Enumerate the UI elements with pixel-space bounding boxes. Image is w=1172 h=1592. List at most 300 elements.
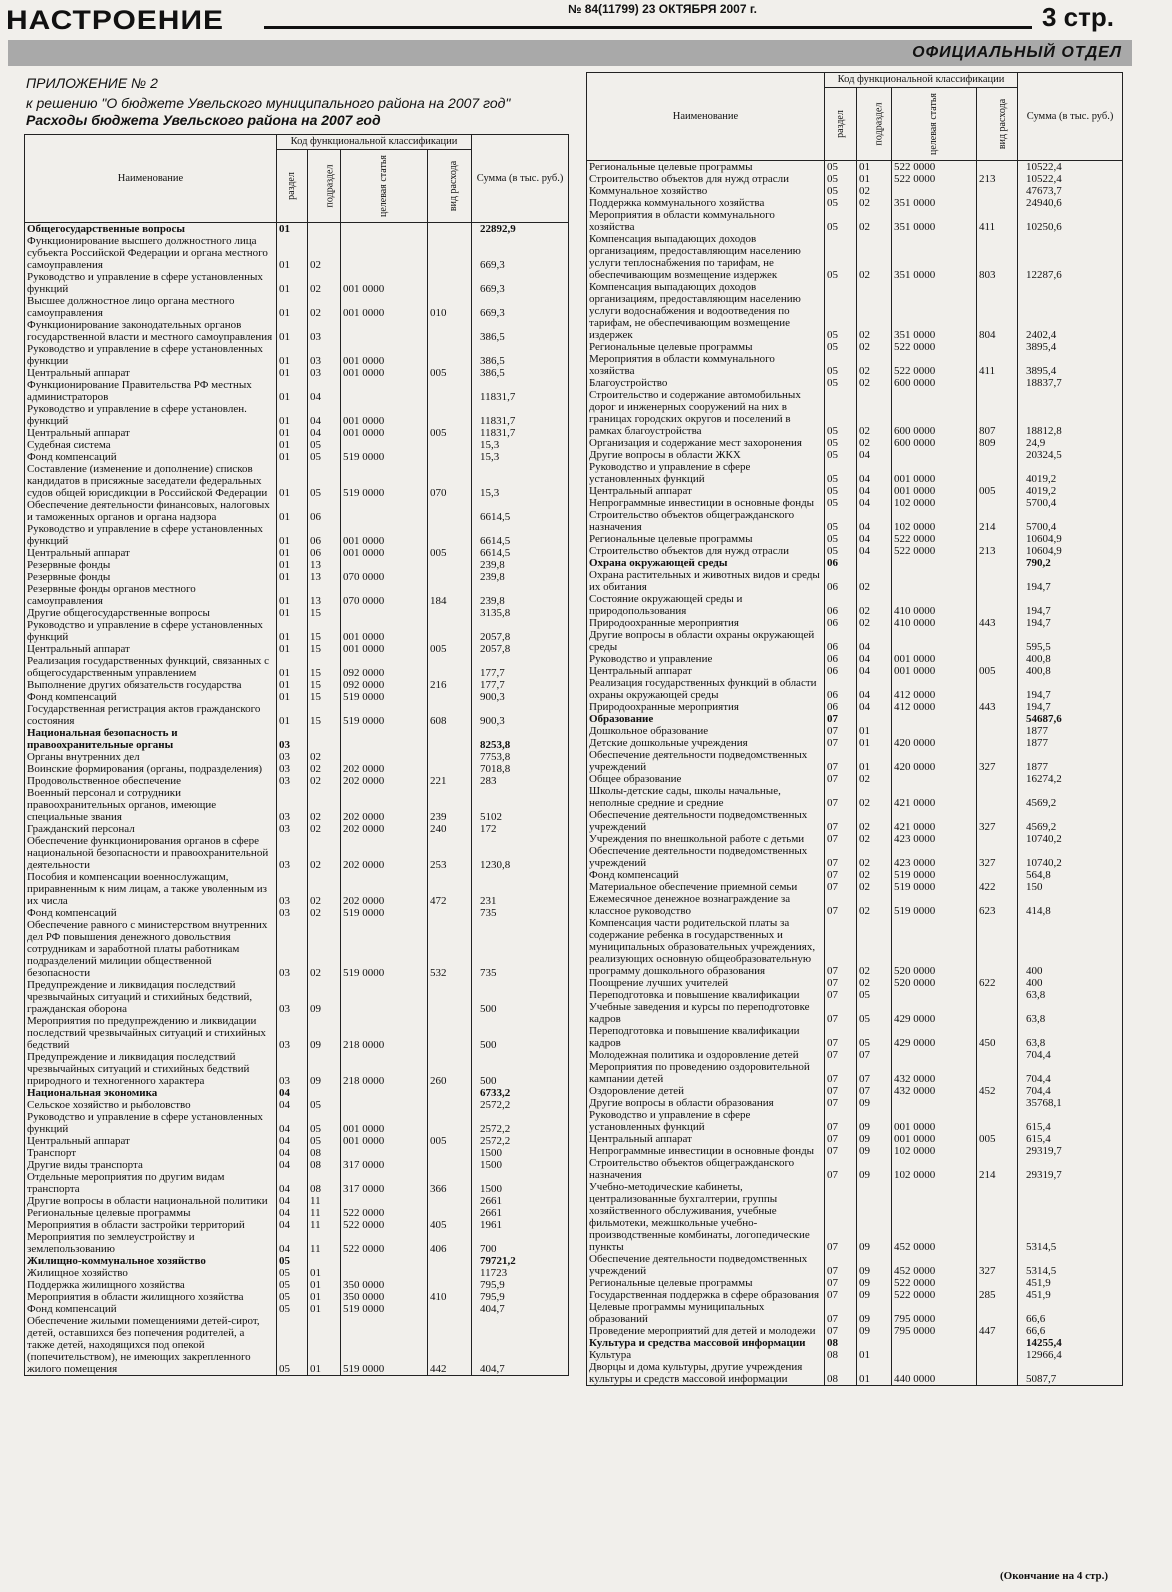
table-row [587,749,1123,773]
row-sum: 231 [472,871,569,907]
table-row [587,893,1123,917]
row-razdel: 06 [825,701,857,713]
row-podrazdel: 02 [857,389,892,437]
table-row [587,533,1123,545]
row-statya [892,569,977,593]
row-podrazdel: 07 [857,1049,892,1061]
row-name: Предупреждение и ликвидация последствий чрезвычайных ситуаций и стихийных бедствий природного и техногенного характера [25,1051,277,1087]
row-sum: 5314,5 [1018,1253,1123,1277]
row-name: Обеспечение функционирования органов в сфере национальной безопасности и правоохранительной деятельности [25,835,277,871]
row-name: Центральный аппарат [25,1135,277,1147]
row-razdel: 07 [825,1325,857,1337]
table-row [25,1135,569,1147]
row-statya: 350 0000 [341,1279,428,1291]
table-row [587,617,1123,629]
row-statya: 522 0000 [892,341,977,353]
row-vid [977,1049,1018,1061]
row-vid: 260 [428,1051,472,1087]
row-sum: 615,4 [1018,1109,1123,1133]
row-podrazdel: 02 [857,893,892,917]
table-row [587,233,1123,281]
row-vid: 443 [977,617,1018,629]
row-podrazdel: 02 [308,823,341,835]
row-sum: 500 [472,1051,569,1087]
row-vid [977,185,1018,197]
row-statya: 522 0000 [892,545,977,557]
table-row [587,1253,1123,1277]
row-podrazdel: 05 [857,1025,892,1049]
row-podrazdel: 02 [857,977,892,989]
row-vid [977,677,1018,701]
table-row [587,161,1123,174]
row-razdel: 03 [277,823,308,835]
table-row [25,643,569,655]
row-vid: 442 [428,1315,472,1376]
budget-table-right [586,72,1123,1386]
row-razdel: 03 [277,787,308,823]
row-podrazdel: 09 [308,1015,341,1051]
row-sum: 704,4 [1018,1085,1123,1097]
row-razdel: 05 [825,377,857,389]
row-name: Обеспечение деятельности подведомственных учреждений [587,809,825,833]
row-podrazdel: 05 [857,1001,892,1025]
row-sum: 10250,6 [1018,209,1123,233]
row-vid: 411 [977,353,1018,377]
row-name: Строительство и содержание автомобильных дорог и инженерных сооружений на них в границах городских округов и поселений в рамках благоустройства [587,389,825,437]
row-sum: 5314,5 [1018,1181,1123,1253]
row-name: Коммунальное хозяйство [587,185,825,197]
row-vid [428,1279,472,1291]
row-vid: 809 [977,437,1018,449]
row-name: Фонд компенсаций [587,869,825,881]
row-vid [977,1301,1018,1325]
table-row [587,281,1123,341]
row-name: Руководство и управление в сфере установлен. функций [25,403,277,427]
row-name: Обеспечение деятельности подведомственных учреждений [587,845,825,869]
row-razdel: 07 [825,749,857,773]
row-statya [341,1099,428,1111]
row-podrazdel: 15 [308,691,341,703]
row-podrazdel: 03 [308,367,341,379]
row-podrazdel: 08 [308,1159,341,1171]
row-razdel: 05 [825,485,857,497]
row-statya [341,1255,428,1267]
row-vid: 410 [428,1291,472,1303]
row-razdel: 01 [277,607,308,619]
row-name: Государственная поддержка в сфере образования [587,1289,825,1301]
table-row [587,353,1123,377]
row-podrazdel: 02 [308,835,341,871]
row-statya: 432 0000 [892,1085,977,1097]
row-statya: 001 0000 [341,343,428,367]
row-razdel: 07 [825,917,857,977]
row-statya [341,607,428,619]
row-vid [428,1255,472,1267]
table-row [587,485,1123,497]
row-sum: 11831,7 [472,427,569,439]
table-row [587,209,1123,233]
row-vid [977,593,1018,617]
table-row [25,235,569,271]
row-vid [428,499,472,523]
table-row [587,701,1123,713]
row-sum: 1230,8 [472,835,569,871]
row-podrazdel: 05 [308,1111,341,1135]
row-name: Региональные целевые программы [587,341,825,353]
row-razdel: 07 [825,1097,857,1109]
row-podrazdel: 02 [308,775,341,787]
row-podrazdel: 04 [857,629,892,653]
row-razdel: 08 [825,1349,857,1361]
row-vid [977,1109,1018,1133]
row-vid: 005 [428,427,472,439]
table-row [587,545,1123,557]
table-row [25,607,569,619]
row-statya: 412 0000 [892,677,977,701]
row-sum: 386,5 [472,343,569,367]
row-statya: 001 0000 [892,461,977,485]
row-statya: 001 0000 [341,403,428,427]
row-name: Мероприятия по предупреждению и ликвидации последствий чрезвычайных ситуаций и стихийных бедствий [25,1015,277,1051]
table-row [587,881,1123,893]
row-podrazdel: 02 [308,907,341,919]
row-sum: 47673,7 [1018,185,1123,197]
row-podrazdel: 15 [308,643,341,655]
row-vid: 807 [977,389,1018,437]
row-vid [428,751,472,763]
row-statya: 102 0000 [892,497,977,509]
row-name: Руководство и управление в сфере установленных функции [25,343,277,367]
table-row [587,677,1123,701]
row-razdel: 07 [825,881,857,893]
row-sum: 5700,4 [1018,497,1123,509]
row-razdel: 03 [277,835,308,871]
table-row [25,1219,569,1231]
row-razdel: 01 [277,547,308,559]
row-statya: 432 0000 [892,1061,977,1085]
row-razdel: 04 [277,1111,308,1135]
row-statya: 421 0000 [892,809,977,833]
row-sum: 239,8 [472,583,569,607]
row-statya: 351 0000 [892,281,977,341]
continuation-note: (Окончание на 4 стр.) [1000,1570,1109,1582]
row-name: Обеспечение деятельности подведомственных учреждений [587,749,825,773]
table-row [25,823,569,835]
row-statya [892,1349,977,1361]
row-statya: 440 0000 [892,1361,977,1386]
row-name: Функционирование законодательных органов государственной власти и местного самоуправления [25,319,277,343]
row-sum: 386,5 [472,319,569,343]
row-sum: 3135,8 [472,607,569,619]
row-razdel: 04 [277,1087,308,1099]
row-sum: 704,4 [1018,1061,1123,1085]
row-razdel: 05 [825,173,857,185]
row-statya: 522 0000 [892,1289,977,1301]
table-row [25,367,569,379]
row-name: Обеспечение жилыми помещениями детей-сирот, детей, оставшихся без попечения родителей, а также детей, находящихся под опекой (попечительством), не имеющих закрепленного жилого помещения [25,1315,277,1376]
row-statya: 429 0000 [892,1001,977,1025]
row-vid: 216 [428,679,472,691]
row-podrazdel: 01 [857,1349,892,1361]
row-statya [892,713,977,725]
row-name: Поощрение лучших учителей [587,977,825,989]
row-name: Общегосударственные вопросы [25,223,277,236]
row-podrazdel: 05 [308,463,341,499]
row-podrazdel: 01 [308,1267,341,1279]
row-razdel: 07 [825,977,857,989]
row-statya [892,449,977,461]
row-razdel: 06 [825,653,857,665]
row-podrazdel: 11 [308,1195,341,1207]
row-razdel: 01 [277,655,308,679]
row-razdel: 03 [277,727,308,751]
row-razdel: 07 [825,1001,857,1025]
row-statya: 001 0000 [341,427,428,439]
row-vid [428,223,472,236]
table-row [25,319,569,343]
row-vid [428,1015,472,1051]
row-vid [428,1147,472,1159]
row-sum: 11831,7 [472,403,569,427]
row-name: Фонд компенсаций [25,691,277,703]
row-razdel: 06 [825,665,857,677]
row-sum: 54687,6 [1018,713,1123,725]
row-razdel: 01 [277,319,308,343]
row-statya: 102 0000 [892,509,977,533]
row-name: Компенсация части родительской платы за содержание ребенка в государственных и муниципальных образовательных учреждениях, реализующих основную общеобразовательную программу дошкольного образования [587,917,825,977]
row-statya: 350 0000 [341,1291,428,1303]
row-podrazdel: 02 [857,185,892,197]
sum-header: Сумма (в тыс. руб.) [472,135,569,223]
row-razdel: 03 [277,751,308,763]
row-podrazdel: 02 [857,785,892,809]
row-podrazdel: 02 [857,569,892,593]
row-name: Благоустройство [587,377,825,389]
row-statya: 001 0000 [341,523,428,547]
row-vid: 327 [977,809,1018,833]
row-podrazdel: 01 [308,1303,341,1315]
table-row [25,1207,569,1219]
row-vid [977,713,1018,725]
table-row [25,571,569,583]
row-sum: 5087,7 [1018,1361,1123,1386]
row-podrazdel: 02 [857,353,892,377]
row-vid [977,569,1018,593]
table-row [25,979,569,1015]
row-podrazdel: 04 [857,449,892,461]
row-name: Природоохранные мероприятия [587,701,825,713]
row-name: Общее образование [587,773,825,785]
row-vid [428,1303,472,1315]
row-vid: 005 [428,643,472,655]
row-razdel: 05 [825,509,857,533]
row-podrazdel: 04 [857,485,892,497]
row-podrazdel: 02 [857,341,892,353]
row-vid: 285 [977,1289,1018,1301]
row-vid: 608 [428,703,472,727]
row-statya [892,989,977,1001]
row-sum: 63,8 [1018,989,1123,1001]
row-vid [428,319,472,343]
row-vid [977,833,1018,845]
row-razdel: 05 [825,449,857,461]
table-row [25,463,569,499]
row-sum: 15,3 [472,463,569,499]
row-razdel: 01 [277,583,308,607]
row-sum: 22892,9 [472,223,569,236]
name-header: Наименование [587,73,825,161]
row-vid [428,559,472,571]
row-name: Региональные целевые программы [587,1277,825,1289]
table-row [25,727,569,751]
row-name: Фонд компенсаций [25,451,277,463]
row-podrazdel: 15 [308,619,341,643]
row-statya: 795 0000 [892,1301,977,1325]
row-vid: 447 [977,1325,1018,1337]
row-name: Целевые программы муниципальных образований [587,1301,825,1325]
row-vid [977,773,1018,785]
row-podrazdel: 02 [857,377,892,389]
row-podrazdel: 02 [308,787,341,823]
row-vid: 422 [977,881,1018,893]
table-row [587,917,1123,977]
row-vid: 221 [428,775,472,787]
row-razdel: 07 [825,1301,857,1325]
row-sum: 66,6 [1018,1325,1123,1337]
row-name: Предупреждение и ликвидация последствий чрезвычайных ситуаций и стихийных бедствий, гражданская оборона [25,979,277,1015]
row-sum: 194,7 [1018,593,1123,617]
row-razdel: 03 [277,775,308,787]
row-podrazdel: 07 [857,1061,892,1085]
statya-header: целевая статья [892,88,977,161]
row-name: Другие вопросы в области образования [587,1097,825,1109]
row-statya: 412 0000 [892,701,977,713]
row-sum: 500 [472,979,569,1015]
row-vid [977,1001,1018,1025]
row-name: Руководство и управление в сфере установленных функций [587,1109,825,1133]
row-vid [977,1061,1018,1085]
table-row [25,655,569,679]
row-podrazdel: 02 [308,871,341,907]
row-name: Фонд компенсаций [25,907,277,919]
row-sum: 1877 [1018,737,1123,749]
row-name: Строительство объектов общегражданского назначения [587,1157,825,1181]
row-sum: 404,7 [472,1315,569,1376]
table-row [587,197,1123,209]
row-name: Центральный аппарат [587,1133,825,1145]
row-razdel: 07 [825,1109,857,1133]
row-sum: 2661 [472,1195,569,1207]
row-statya [892,629,977,653]
row-statya: 519 0000 [892,869,977,881]
row-podrazdel: 09 [857,1133,892,1145]
row-name: Строительство объектов общегражданского назначения [587,509,825,533]
row-razdel: 07 [825,1181,857,1253]
table-row [587,845,1123,869]
table-row [25,499,569,523]
row-statya [892,725,977,737]
row-statya: 519 0000 [341,907,428,919]
table-row [25,1111,569,1135]
table-row [25,1051,569,1087]
row-razdel: 01 [277,643,308,655]
vid-header: вид расхода [977,88,1018,161]
row-statya [892,185,977,197]
row-statya: 519 0000 [341,1303,428,1315]
row-vid [428,343,472,367]
row-razdel: 04 [277,1135,308,1147]
row-sum: 194,7 [1018,617,1123,629]
row-razdel: 05 [825,497,857,509]
table-row [587,1157,1123,1181]
row-razdel: 04 [277,1147,308,1159]
row-statya: 519 0000 [892,881,977,893]
row-statya: 202 0000 [341,763,428,775]
row-vid [428,379,472,403]
row-razdel: 08 [825,1361,857,1386]
row-podrazdel: 09 [857,1253,892,1277]
row-name: Руководство и управление в сфере установленных функций [25,523,277,547]
row-statya: 420 0000 [892,749,977,773]
code-group-header: Код функциональной классификации [825,73,1018,88]
row-razdel: 01 [277,235,308,271]
row-statya: 519 0000 [341,451,428,463]
row-podrazdel: 01 [308,1291,341,1303]
row-sum: 16274,2 [1018,773,1123,785]
row-podrazdel [308,727,341,751]
row-podrazdel: 13 [308,559,341,571]
table-row [25,1303,569,1315]
sum-header: Сумма (в тыс. руб.) [1018,73,1123,161]
row-name: Резервные фонды [25,571,277,583]
row-sum: 20324,5 [1018,449,1123,461]
row-sum: 6614,5 [472,523,569,547]
table-row [25,403,569,427]
row-razdel: 03 [277,979,308,1015]
table-row [25,763,569,775]
table-row [25,583,569,607]
row-name: Поддержка коммунального хозяйства [587,197,825,209]
row-name: Школы-детские сады, школы начальные, неполные средние и средние [587,785,825,809]
row-vid: 005 [977,665,1018,677]
row-statya: 429 0000 [892,1025,977,1049]
row-podrazdel: 02 [857,593,892,617]
row-vid: 005 [428,547,472,559]
row-razdel: 04 [277,1231,308,1255]
row-name: Резервные фонды органов местного самоуправления [25,583,277,607]
table-row [587,1181,1123,1253]
row-podrazdel: 02 [857,233,892,281]
row-vid [428,1111,472,1135]
row-vid [977,869,1018,881]
table-row [587,1361,1123,1386]
row-statya: 520 0000 [892,977,977,989]
row-name: Реализация государственных функций в области охраны окружающей среды [587,677,825,701]
row-vid [977,725,1018,737]
row-name: Воинские формирования (органы, подразделения) [25,763,277,775]
row-name: Охрана растительных и животных видов и среды их обитания [587,569,825,593]
row-statya: 218 0000 [341,1051,428,1087]
row-statya: 452 0000 [892,1181,977,1253]
row-podrazdel: 06 [308,499,341,523]
row-razdel: 04 [277,1099,308,1111]
razdel-header: раздел [825,88,857,161]
row-sum: 194,7 [1018,677,1123,701]
table-row [587,1025,1123,1049]
row-razdel: 05 [277,1291,308,1303]
row-podrazdel: 01 [857,749,892,773]
row-sum: 10740,2 [1018,845,1123,869]
